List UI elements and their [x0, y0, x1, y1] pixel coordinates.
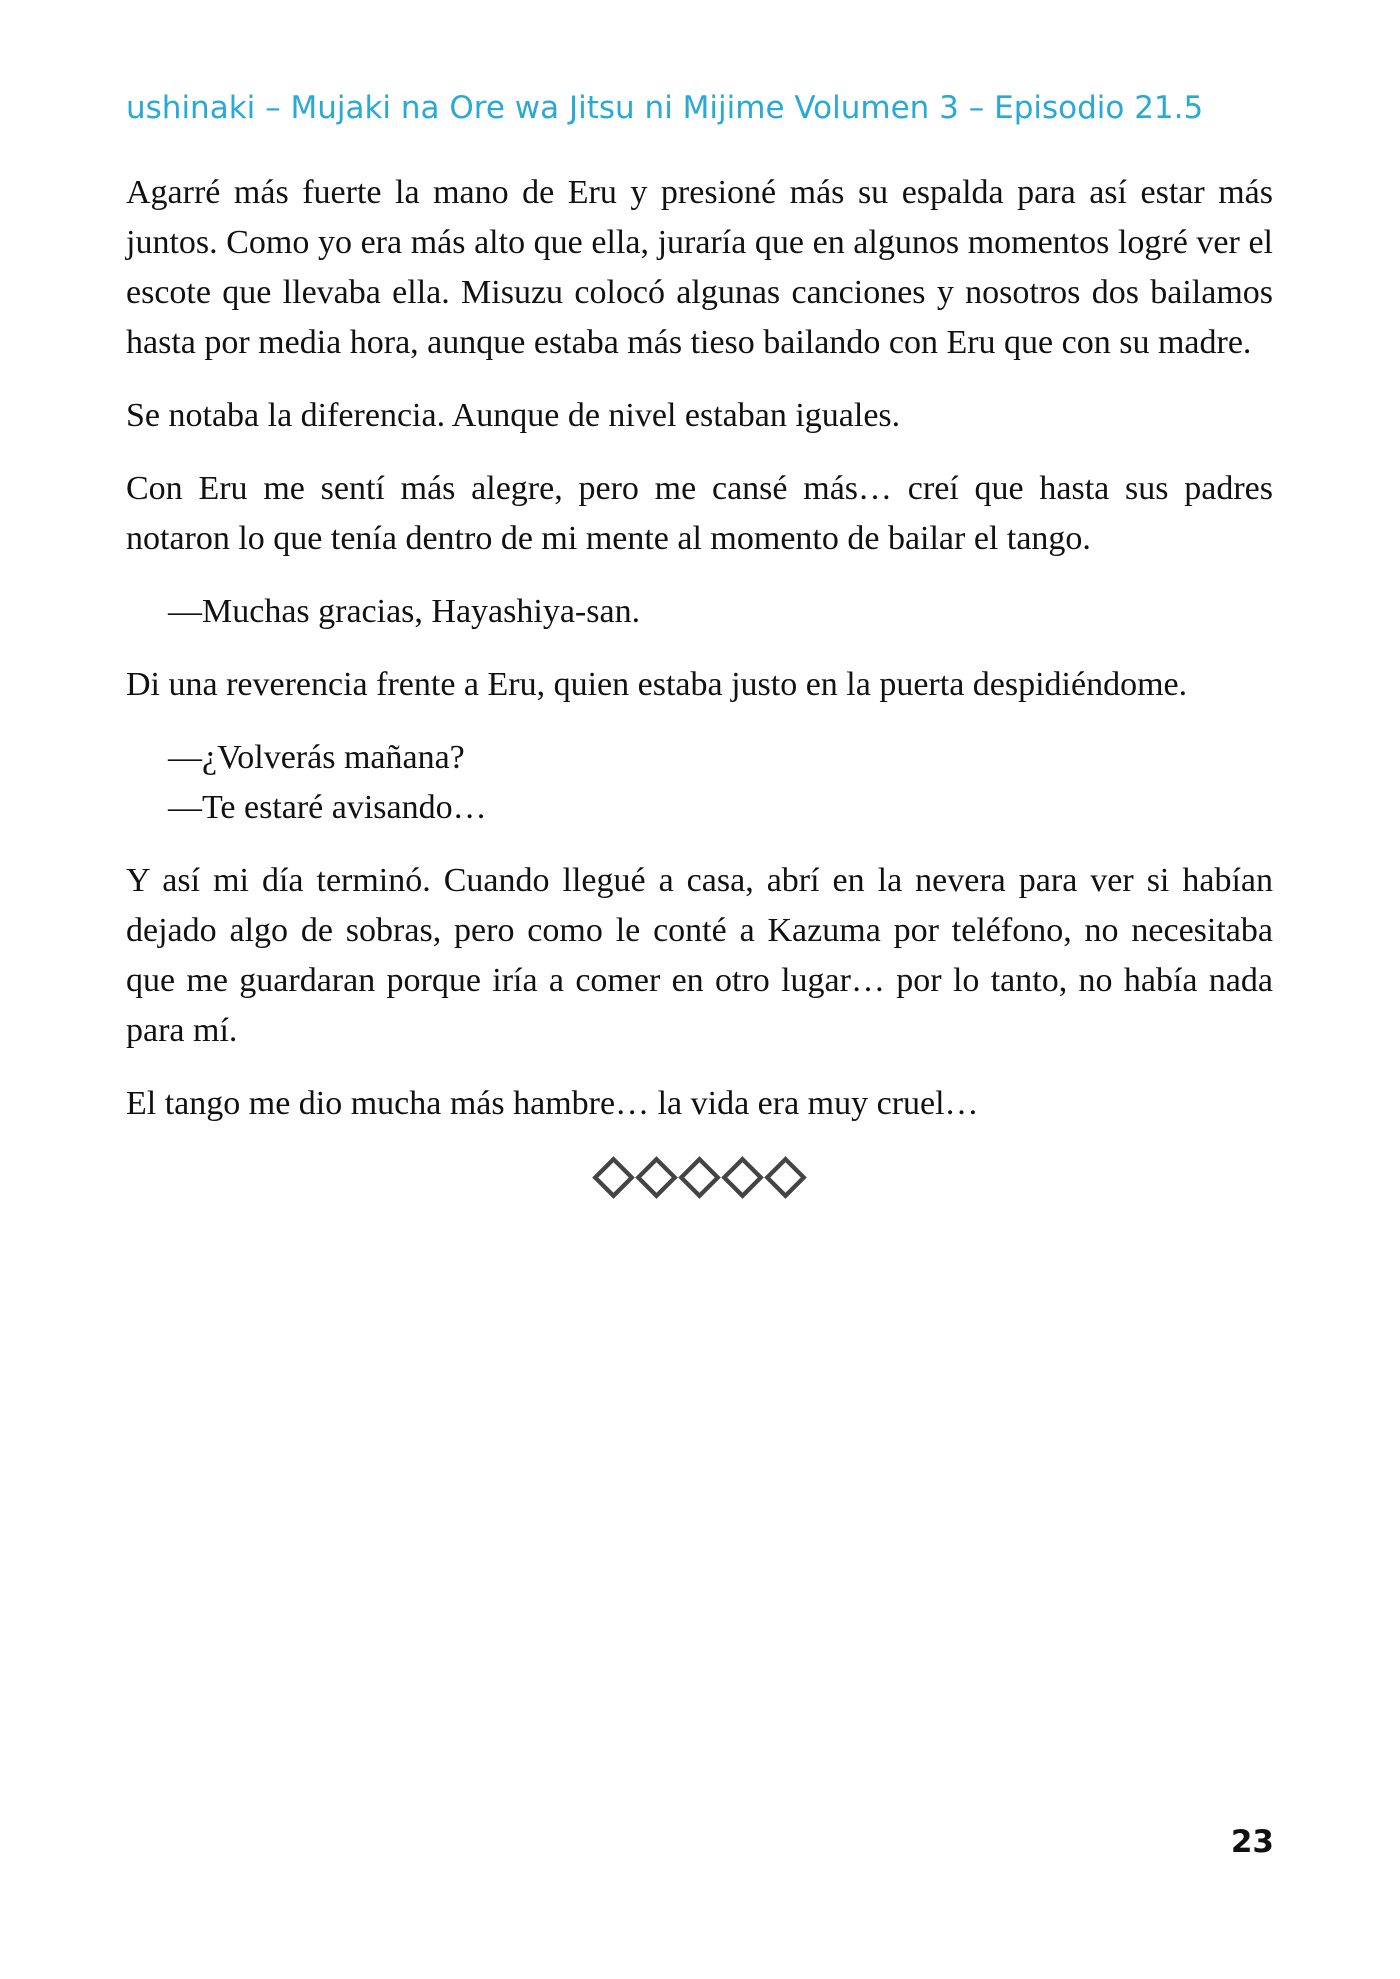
paragraph-1: Agarré más fuerte la mano de Eru y presioné más su espalda para así estar más juntos. Como yo era más alto que ella, juraría que en algunos momentos logré ver el escote que llevaba ella. Misuzu colocó algunas canciones y nosotros dos bailamos hasta por media hora, aunque estaba más tieso bailando con Eru que con su madre. — [126, 174, 1273, 361]
dialogue-group-1 — [126, 587, 1273, 637]
page-number: 23 — [1230, 1824, 1274, 1860]
diamond-outline-icon — [635, 1156, 678, 1199]
dialogue-line-1: —Muchas gracias, Hayashiya-san. — [168, 593, 641, 630]
chapter-body — [126, 168, 1273, 1202]
diamond-outline-icon — [678, 1156, 721, 1199]
paragraph-3: Con Eru me sentí más alegre, pero me cansé más… creí que hasta sus padres notaron lo que tenía dentro de mi mente al momento de bailar el tango. — [126, 470, 1273, 557]
diamond-outline-icon — [721, 1156, 764, 1199]
paragraph-4: Di una reverencia frente a Eru, quien estaba justo en la puerta despidiéndome. — [126, 666, 1188, 703]
paragraph-5: Y así mi día terminó. Cuando llegué a casa, abrí en la nevera para ver si habían dejado algo de sobras, pero como le conté a Kazuma por teléfono, no necesitaba que me guardaran porque iría a comer en otro lugar… por lo tanto, no había nada para mí. — [126, 862, 1273, 1049]
paragraph-6: El tango me dio mucha más hambre… la vida era muy cruel… — [126, 1085, 979, 1122]
dialogue-group-2 — [126, 733, 1273, 833]
paragraph-2: Se notaba la diferencia. Aunque de nivel estaban iguales. — [126, 397, 901, 434]
dialogue-line-2: —¿Volverás mañana? — [168, 739, 465, 776]
diamond-outline-icon — [764, 1156, 807, 1199]
scene-separator — [126, 1152, 1273, 1202]
diamond-outline-icon — [592, 1156, 635, 1199]
dialogue-line-3: —Te estaré avisando… — [168, 789, 487, 826]
running-header: ushinaki – Mujaki na Ore wa Jitsu ni Mijime Volumen 3 – Episodio 21.5 — [126, 90, 1204, 126]
